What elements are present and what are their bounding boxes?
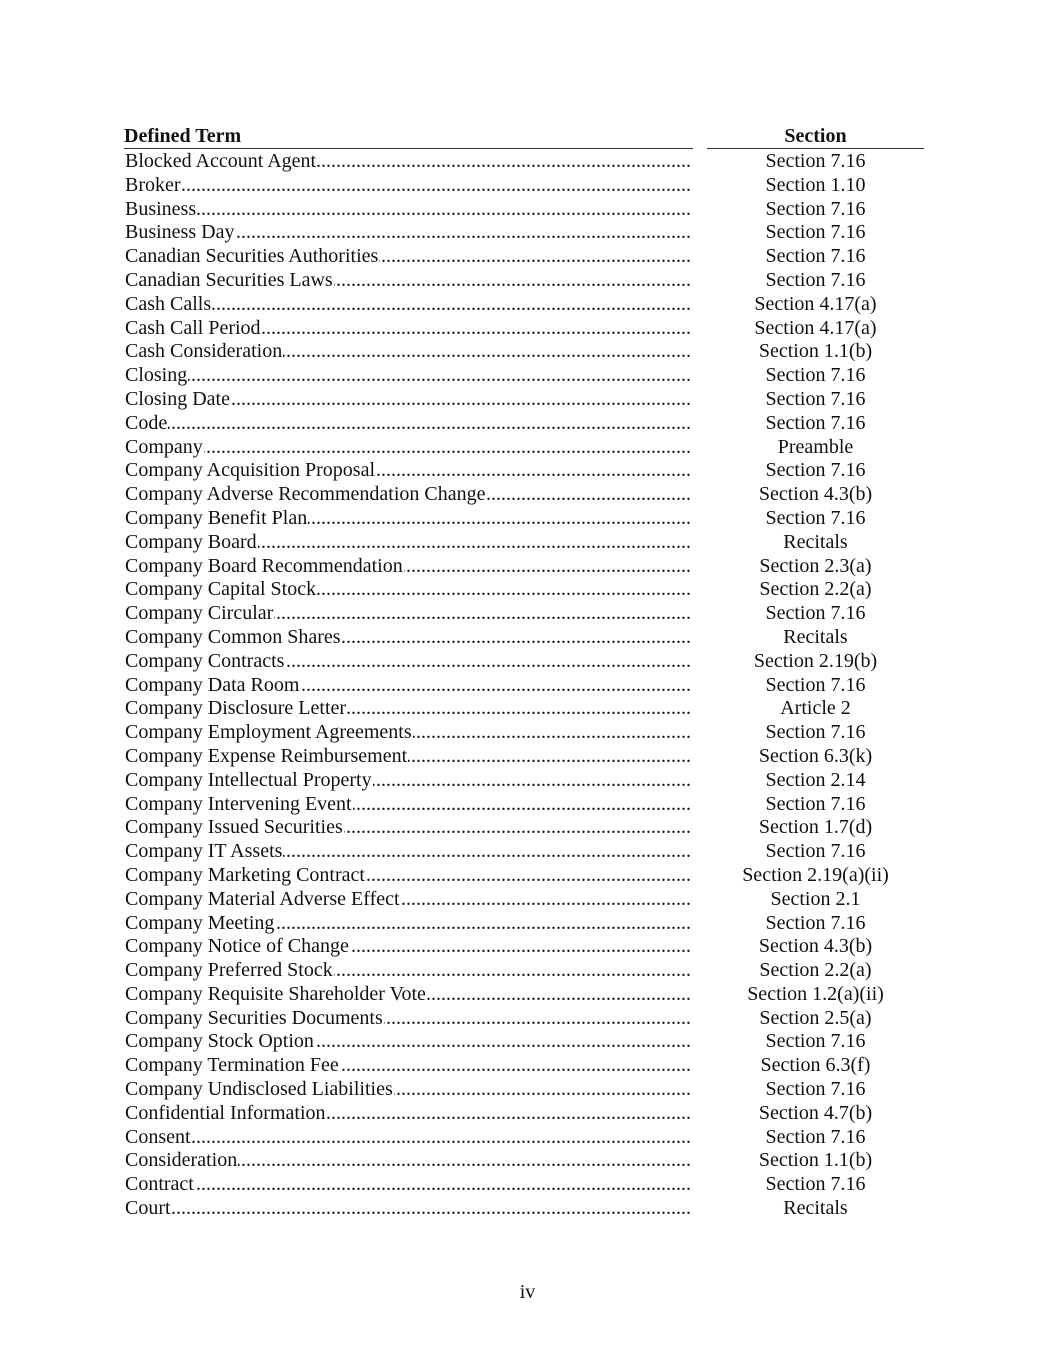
section-reference: Section 7.16 <box>765 459 866 482</box>
index-entry-row <box>0 244 1055 268</box>
section-reference: Section 7.16 <box>765 792 866 815</box>
section-reference: Section 7.16 <box>765 150 866 172</box>
section-reference: Section 7.16 <box>765 673 866 696</box>
defined-term-text: Business <box>125 197 197 220</box>
defined-term <box>125 863 691 887</box>
defined-term-text: Cash Calls <box>125 292 212 315</box>
defined-term <box>125 1101 691 1125</box>
defined-term <box>125 268 691 292</box>
index-entry-row <box>0 744 1055 768</box>
defined-term-text: Closing Date <box>125 387 230 410</box>
section-reference: Preamble <box>777 435 854 458</box>
section-reference: Section 7.16 <box>765 1125 866 1148</box>
index-entry-row <box>0 601 1055 625</box>
defined-term <box>125 982 691 1006</box>
defined-term <box>125 744 691 768</box>
section-reference: Recitals <box>783 530 848 553</box>
defined-term-text: Closing <box>125 364 188 387</box>
section-reference: Section 2.1 <box>770 887 861 910</box>
section-reference: Recitals <box>783 625 848 648</box>
index-entry-row <box>0 316 1055 340</box>
section-reference: Section 6.3(k) <box>758 744 873 767</box>
index-entry-row <box>0 435 1055 459</box>
index-entry-row <box>0 815 1055 839</box>
defined-term-text: Company Requisite Shareholder Vote <box>125 982 426 1005</box>
section-reference: Section 2.2(a) <box>759 959 872 982</box>
page-number: iv <box>519 1281 536 1303</box>
section-reference: Recitals <box>783 1197 848 1220</box>
section-reference: Section 7.16 <box>765 411 866 434</box>
defined-term-text: Consideration <box>125 1149 238 1172</box>
defined-term <box>125 292 691 316</box>
index-entry-row <box>0 554 1055 578</box>
index-entry-row <box>0 411 1055 435</box>
index-entry-row <box>0 887 1055 911</box>
section-reference: Section 4.17(a) <box>754 316 877 339</box>
index-entry-row <box>0 482 1055 506</box>
section-reference: Section 7.16 <box>765 245 866 268</box>
index-entry-row <box>0 1006 1055 1030</box>
section-reference: Section 4.3(b) <box>758 935 873 958</box>
defined-term <box>125 1125 691 1149</box>
defined-term <box>125 720 691 744</box>
section-reference: Section 7.16 <box>765 221 866 244</box>
defined-term <box>125 458 691 482</box>
index-entry-row <box>0 863 1055 887</box>
defined-term <box>125 173 691 197</box>
section-reference: Section 1.2(a)(ii) <box>747 982 884 1005</box>
index-entry-row <box>0 173 1055 197</box>
defined-term <box>125 197 691 221</box>
index-entry-row <box>0 839 1055 863</box>
defined-term-text: Company Securities Documents <box>125 1006 383 1029</box>
defined-term-text: Company Board Recommendation <box>125 554 403 577</box>
defined-term-text: Canadian Securities Laws <box>125 268 333 291</box>
section-reference: Article 2 <box>780 697 851 720</box>
section-reference: Section 4.3(b) <box>758 483 873 506</box>
section-reference: Section 1.1(b) <box>758 340 873 363</box>
defined-term <box>125 1077 691 1101</box>
defined-term-text: Company Acquisition Proposal <box>125 459 375 482</box>
defined-term-text: Business Day <box>125 221 235 244</box>
defined-term-text: Company IT Assets <box>125 840 283 863</box>
defined-term <box>125 1029 691 1053</box>
defined-term-text: Company Disclosure Letter <box>125 697 347 720</box>
section-reference: Section 7.16 <box>765 364 866 387</box>
index-entry-row <box>0 577 1055 601</box>
section-reference: Section 2.14 <box>765 768 866 791</box>
defined-term <box>125 244 691 268</box>
defined-term-text: Code <box>125 411 168 434</box>
defined-term <box>125 673 691 697</box>
defined-term-text: Company Adverse Recommendation Change <box>125 483 486 506</box>
index-entry-row <box>0 387 1055 411</box>
defined-term <box>125 911 691 935</box>
section-reference: Section 7.16 <box>765 1030 866 1053</box>
defined-term <box>125 1053 691 1077</box>
index-entry-row <box>0 911 1055 935</box>
defined-term-text: Company Stock Option <box>125 1030 314 1053</box>
defined-term <box>125 625 691 649</box>
defined-term-column-header: Defined Term <box>124 124 693 149</box>
section-reference: Section 2.19(a)(ii) <box>742 863 889 886</box>
section-reference: Section 7.16 <box>765 1173 866 1196</box>
section-reference: Section 1.7(d) <box>758 816 873 839</box>
defined-term-text: Company Termination Fee <box>125 1054 339 1077</box>
defined-term-text: Company Benefit Plan <box>125 506 308 529</box>
defined-term-text: Company Marketing Contract <box>125 863 365 886</box>
defined-term-text: Blocked Account Agent <box>125 150 317 172</box>
index-entry-row <box>0 958 1055 982</box>
index-entry-row <box>0 220 1055 244</box>
defined-term <box>125 768 691 792</box>
defined-term <box>125 815 691 839</box>
index-entry-row <box>0 1125 1055 1149</box>
index-entry-row <box>0 696 1055 720</box>
defined-term-text: Canadian Securities Authorities <box>125 245 379 268</box>
defined-term-text: Broker <box>125 173 181 196</box>
defined-term <box>125 220 691 244</box>
section-reference: Section 1.10 <box>765 173 866 196</box>
defined-term-text: Company Board <box>125 530 257 553</box>
section-reference: Section 7.16 <box>765 387 866 410</box>
defined-term-text: Company Undisclosed Liabilities <box>125 1078 393 1101</box>
index-entry-row <box>0 720 1055 744</box>
section-reference: Section 1.1(b) <box>758 1149 873 1172</box>
index-entry-row <box>0 1172 1055 1196</box>
defined-term-text: Consent <box>125 1125 191 1148</box>
defined-term <box>125 554 691 578</box>
defined-term-text: Court <box>125 1197 171 1220</box>
defined-term <box>125 601 691 625</box>
section-reference: Section 2.19(b) <box>753 649 878 672</box>
section-reference: Section 7.16 <box>765 721 866 744</box>
defined-term-text: Company Data Room <box>125 673 300 696</box>
section-reference: Section 7.16 <box>765 506 866 529</box>
defined-term-text: Company <box>125 435 203 458</box>
defined-terms-list <box>0 149 1055 1220</box>
index-entry-row <box>0 506 1055 530</box>
index-entry-row <box>0 1053 1055 1077</box>
defined-term <box>125 1196 691 1220</box>
index-entry-row <box>0 197 1055 221</box>
defined-term <box>125 387 691 411</box>
defined-term-text: Company Employment Agreements <box>125 721 412 744</box>
defined-term <box>125 649 691 673</box>
defined-term-text: Company Meeting <box>125 911 275 934</box>
defined-term-text: Company Notice of Change <box>125 935 349 958</box>
index-entry-row <box>0 292 1055 316</box>
section-reference: Section 7.16 <box>765 602 866 625</box>
defined-term <box>125 1006 691 1030</box>
section-reference: Section 7.16 <box>765 911 866 934</box>
defined-term-text: Contract <box>125 1173 194 1196</box>
defined-term-text: Company Capital Stock <box>125 578 317 601</box>
defined-term <box>125 506 691 530</box>
defined-term <box>125 577 691 601</box>
defined-term-text: Company Common Shares <box>125 625 341 648</box>
defined-term <box>125 696 691 720</box>
defined-term <box>125 339 691 363</box>
section-reference: Section 7.16 <box>765 840 866 863</box>
index-entry-row <box>0 649 1055 673</box>
defined-term-text: Confidential Information <box>125 1101 326 1124</box>
index-entry-row <box>0 1077 1055 1101</box>
defined-term-text: Company Contracts <box>125 649 285 672</box>
defined-term <box>125 839 691 863</box>
section-reference: Section 2.2(a) <box>759 578 872 601</box>
defined-term <box>125 958 691 982</box>
index-entry-row <box>0 1196 1055 1220</box>
defined-term-text: Company Circular <box>125 602 274 625</box>
index-entry-row <box>0 1148 1055 1172</box>
defined-term <box>125 792 691 816</box>
section-reference: Section 7.16 <box>765 197 866 220</box>
index-entry-row <box>0 1101 1055 1125</box>
section-reference: Section 2.3(a) <box>759 554 872 577</box>
section-reference: Section 4.7(b) <box>758 1101 873 1124</box>
defined-term <box>125 530 691 554</box>
index-entry-row <box>0 458 1055 482</box>
index-entry-row <box>0 792 1055 816</box>
defined-term <box>125 934 691 958</box>
section-column-header: Section <box>707 124 924 149</box>
index-entry-row <box>0 934 1055 958</box>
defined-term-text: Company Preferred Stock <box>125 959 333 982</box>
index-entry-row <box>0 982 1055 1006</box>
defined-term-text: Company Intellectual Property <box>125 768 372 791</box>
section-reference: Section 7.16 <box>765 268 866 291</box>
defined-term <box>125 1172 691 1196</box>
defined-term <box>125 363 691 387</box>
index-entry-row <box>0 768 1055 792</box>
defined-term <box>125 887 691 911</box>
index-header <box>0 124 1055 149</box>
index-entry-row <box>0 1029 1055 1053</box>
defined-term-text: Company Issued Securities <box>125 816 343 839</box>
section-reference: Section 7.16 <box>765 1078 866 1101</box>
index-entry-row <box>0 268 1055 292</box>
defined-term-text: Cash Call Period <box>125 316 261 339</box>
section-reference: Section 2.5(a) <box>759 1006 872 1029</box>
index-entry-row <box>0 339 1055 363</box>
index-entry-row <box>0 673 1055 697</box>
defined-term-text: Company Material Adverse Effect <box>125 887 400 910</box>
index-entry-row <box>0 530 1055 554</box>
section-reference: Section 4.17(a) <box>754 292 877 315</box>
defined-term <box>125 482 691 506</box>
defined-term <box>125 411 691 435</box>
defined-term-text: Cash Consideration <box>125 340 283 363</box>
defined-term <box>125 149 691 173</box>
section-reference: Section 6.3(f) <box>760 1054 871 1077</box>
index-entry-row <box>0 149 1055 173</box>
defined-term-text: Company Expense Reimbursement <box>125 744 408 767</box>
defined-term <box>125 435 691 459</box>
index-entry-row <box>0 625 1055 649</box>
index-entry-row <box>0 363 1055 387</box>
defined-term <box>125 316 691 340</box>
defined-term <box>125 1148 691 1172</box>
defined-term-text: Company Intervening Event <box>125 792 352 815</box>
